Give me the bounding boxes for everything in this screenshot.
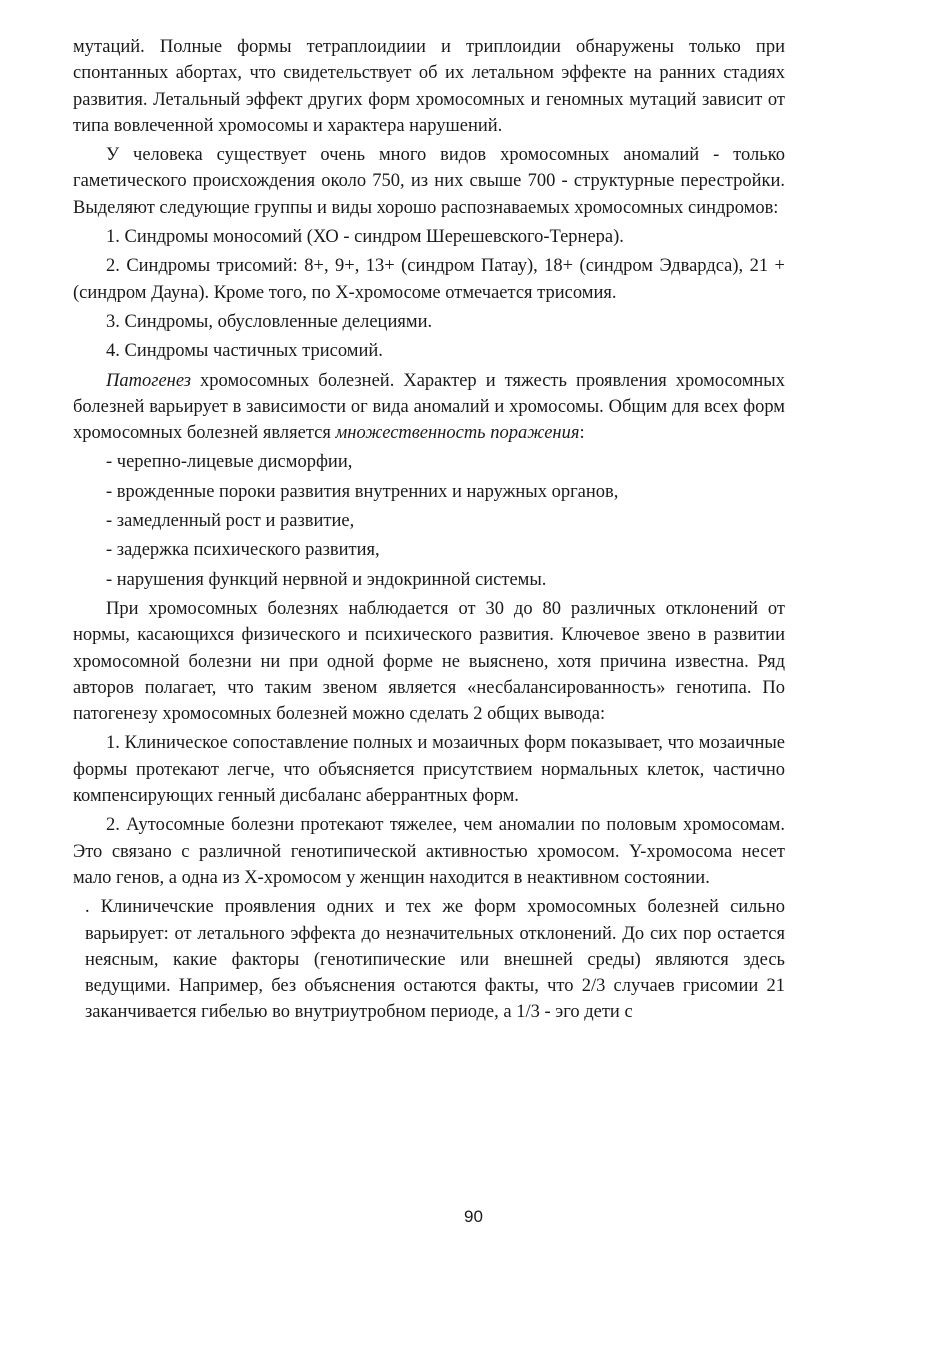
document-page xyxy=(73,34,785,1026)
pathogenesis-colon: : xyxy=(579,423,585,444)
list-item-monosomy: 1. Синдромы моносомий (ХО - синдром Шерешевского-Тернера). xyxy=(106,227,624,248)
dash-item: - замедленный рост и развитие, xyxy=(106,511,355,532)
paragraph-intro: мутаций. Полные формы тетраплоидиии и триплоидии обнаружены только при спонтанных абортах, что свидетельствует об их летальном эффекте на ранних стадиях развития. Летальный эффект других форм хромосомных и геномных мутаций зависит от типа вовлеченной хромосомы и характера нарушений. xyxy=(73,37,785,136)
paragraph-deviations: При хромосомных болезнях наблюдается от 30 до 80 различных отклонений от нормы, касающихся физического и психического развития. Ключевое звено в развитии хромосомной болезни ни при одной форме не выяснено, хотя причина известна. Ряд авторов полагает, что таким звеном является «несбалансированность» генотипа. По патогенезу хромосомных болезней можно сделать 2 общих вывода: xyxy=(73,598,785,725)
list-item-trisomy: 2. Синдромы трисомий: 8+, 9+, 13+ (синдром Патау), 18+ (синдром Эдвардса), 21 + (синдром Дауна). Кроме того, по Х-хромосоме отмечается трисомия. xyxy=(73,256,785,303)
list-item-deletions: 3. Синдромы, обусловленные делециями. xyxy=(106,311,433,332)
dash-item: - врожденные пороки развития внутренних и наружных органов, xyxy=(106,481,619,502)
multiplicity-term: множественность поражения xyxy=(335,423,580,444)
page-number: 90 xyxy=(464,1207,483,1226)
conclusion-2: 2. Аутосомные болезни протекают тяжелее, чем аномалии по половым хромосомам. Это связано с различной генотипической активностью хромосом. Y-хромосома несет мало генов, а одна из Х-хромосом у женщин находится в неактивном состоянии. xyxy=(73,815,785,888)
pathogenesis-term: Патогенез xyxy=(106,370,192,391)
conclusion-3: . Клиничечские проявления одних и тех же форм хромосомных болезней сильно варьирует: от летального эффекта до незначительных отклонений. До сих пор остается неясным, какие факторы (генотипические или внешней среды) являются здесь ведущими. Например, без объяснения остаются факты, что 2/3 случаев грисомии 21 заканчивается гибелью во внутриутробном периоде, а 1/3 - эго дети с xyxy=(85,897,785,1023)
dash-item: - черепно-лицевые дисморфии, xyxy=(106,452,353,473)
dash-item: - нарушения функций нервной и эндокринной системы. xyxy=(106,569,547,590)
paragraph-anomalies: У человека существует очень много видов хромосомных аномалий - только гаметического происхождения около 750, из них свыше 700 - структурные перестройки. Выделяют следующие группы и виды хорошо распознаваемых хромосомных синдромов: xyxy=(73,145,785,218)
conclusion-1: 1. Клиническое сопоставление полных и мозаичных форм показывает, что мозаичные формы протекают легче, что объясняется присутствием нормальных клеток, частично компенсирующих генный дисбаланс аберрантных форм. xyxy=(73,733,785,807)
paragraph-pathogenesis xyxy=(73,368,785,447)
dash-item: - задержка психического развития, xyxy=(106,540,380,561)
pathogenesis-text: хромосомных болезней. Характер и тяжесть проявления хромосомных болезней варьирует в зависимости ог вида аномалий и хромосомы. Общим для всех форм хромосомных болезней является xyxy=(73,370,785,444)
list-item-partial-trisomy: 4. Синдромы частичных трисомий. xyxy=(106,341,383,362)
